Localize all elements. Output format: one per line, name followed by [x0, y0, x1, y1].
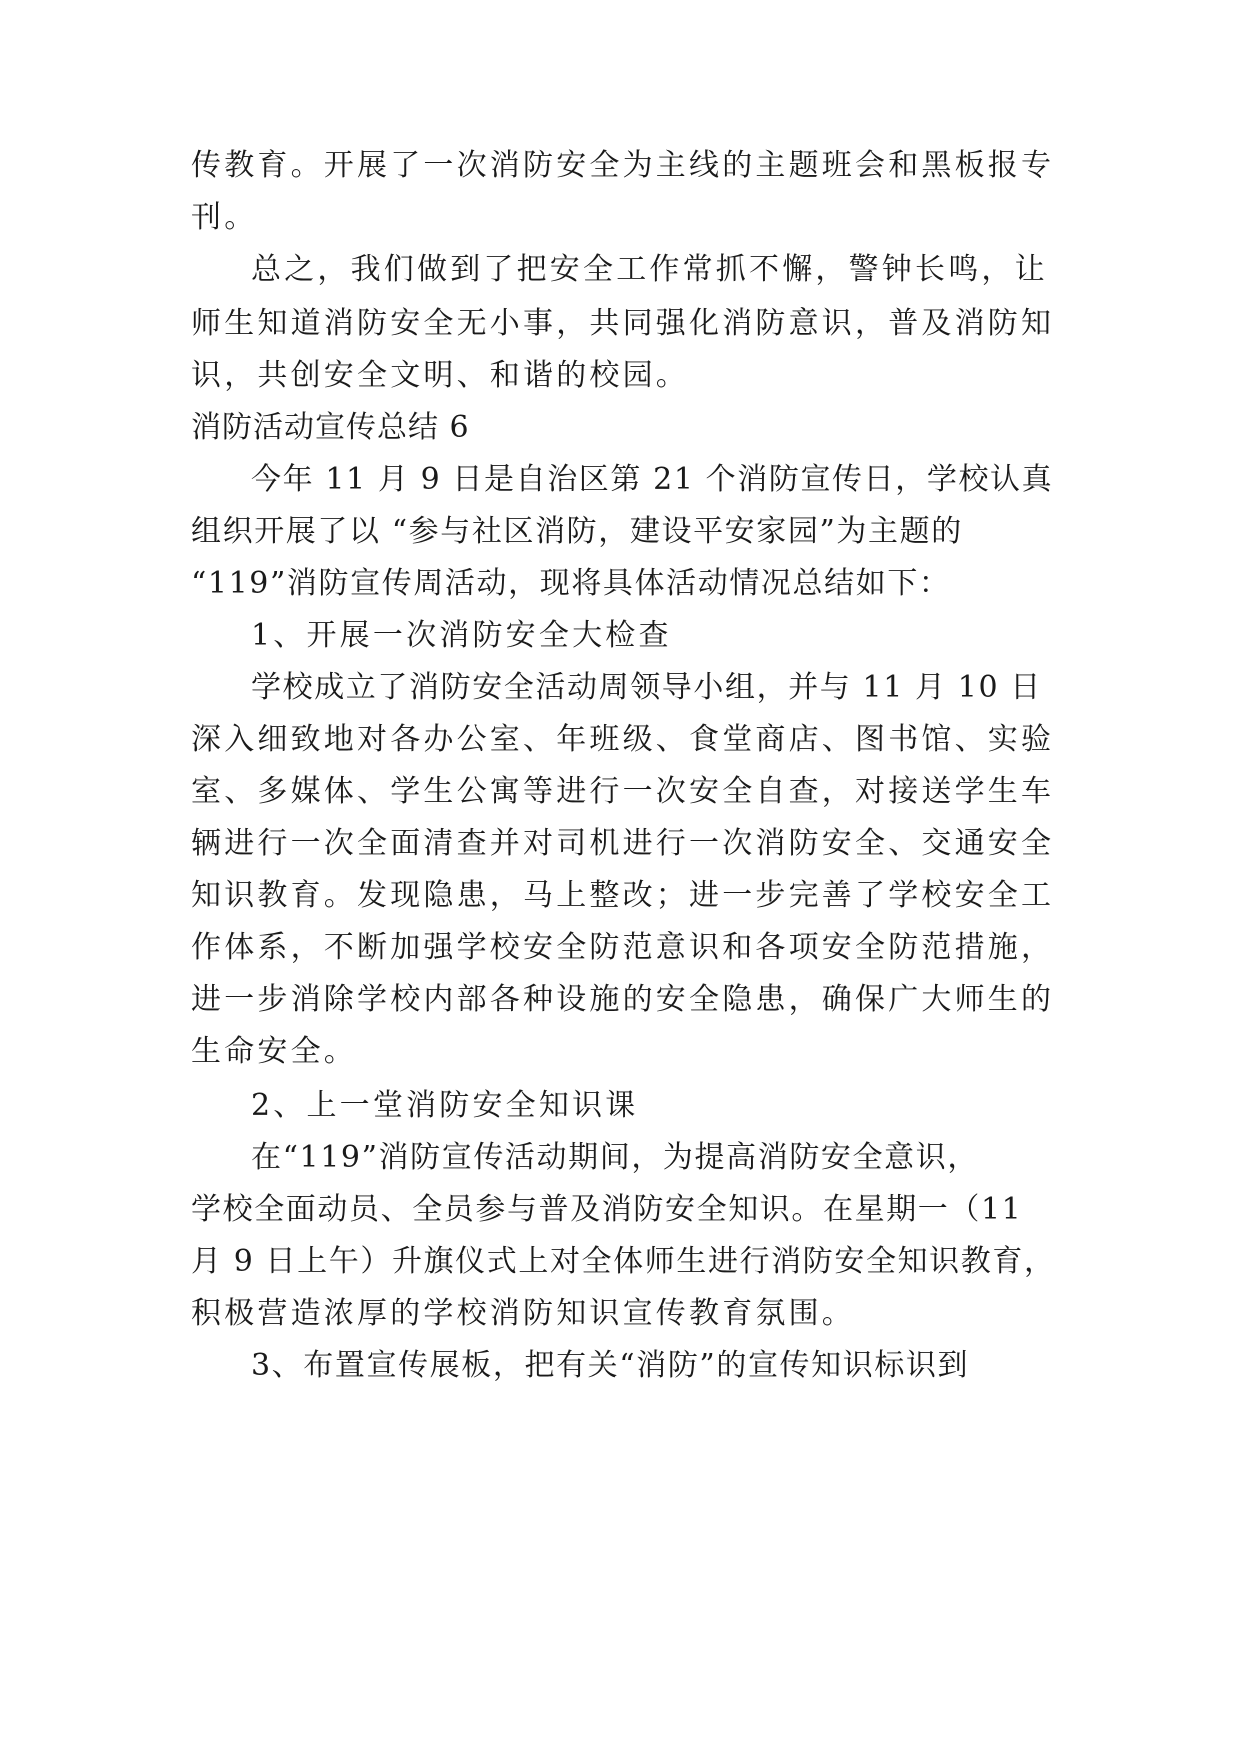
text-line: 师生知道消防安全无小事，共同强化消防意识，普及消防知: [191, 306, 1055, 341]
text-line: 组织开展了以 “参与社区消防，建设平安家园”为主题的: [191, 514, 963, 549]
text-line: 学校全面动员、全员参与普及消防安全知识。在星期一（11: [191, 1192, 1023, 1227]
text-line: 3、布置宣传展板，把有关“消防”的宣传知识标识到: [251, 1348, 970, 1383]
text-line: 作体系，不断加强学校安全防范意识和各项安全防范措施，: [191, 930, 1055, 965]
text-line: 学校成立了消防安全活动周领导小组，并与 11 月 10 日: [251, 670, 1042, 705]
text-line: 月 9 日上午）升旗仪式上对全体师生进行消防安全知识教育，: [191, 1244, 1056, 1279]
section-heading: 消防活动宣传总结 6: [191, 410, 470, 445]
text-line: 生命安全。: [191, 1034, 357, 1069]
text-line: 积极营造浓厚的学校消防知识宣传教育氛围。: [191, 1296, 855, 1331]
text-line: 传教育。开展了一次消防安全为主线的主题班会和黑板报专: [191, 148, 1055, 183]
text-line: 深入细致地对各办公室、年班级、食堂商店、图书馆、实验: [191, 722, 1055, 757]
list-heading: 2、上一堂消防安全知识课: [251, 1088, 639, 1123]
list-heading: 1、开展一次消防安全大检查: [251, 618, 672, 653]
text-line: 室、多媒体、学生公寓等进行一次安全自查，对接送学生车: [191, 774, 1055, 809]
text-line: 辆进行一次全面清查并对司机进行一次消防安全、交通安全: [191, 826, 1055, 861]
text-line: 刊。: [191, 200, 258, 235]
text-line: 识，共创安全文明、和谐的校园。: [191, 358, 689, 393]
text-line: 今年 11 月 9 日是自治区第 21 个消防宣传日，学校认真: [251, 462, 1054, 497]
text-line: 知识教育。发现隐患，马上整改；进一步完善了学校安全工: [191, 878, 1055, 913]
text-line: 进一步消除学校内部各种设施的安全隐患，确保广大师生的: [191, 982, 1055, 1017]
text-line: 总之，我们做到了把安全工作常抓不懈，警钟长鸣，让: [251, 252, 1048, 287]
text-line: “119”消防宣传周活动，现将具体活动情况总结如下：: [191, 566, 951, 601]
text-line: 在“119”消防宣传活动期间，为提高消防安全意识，: [251, 1140, 979, 1175]
